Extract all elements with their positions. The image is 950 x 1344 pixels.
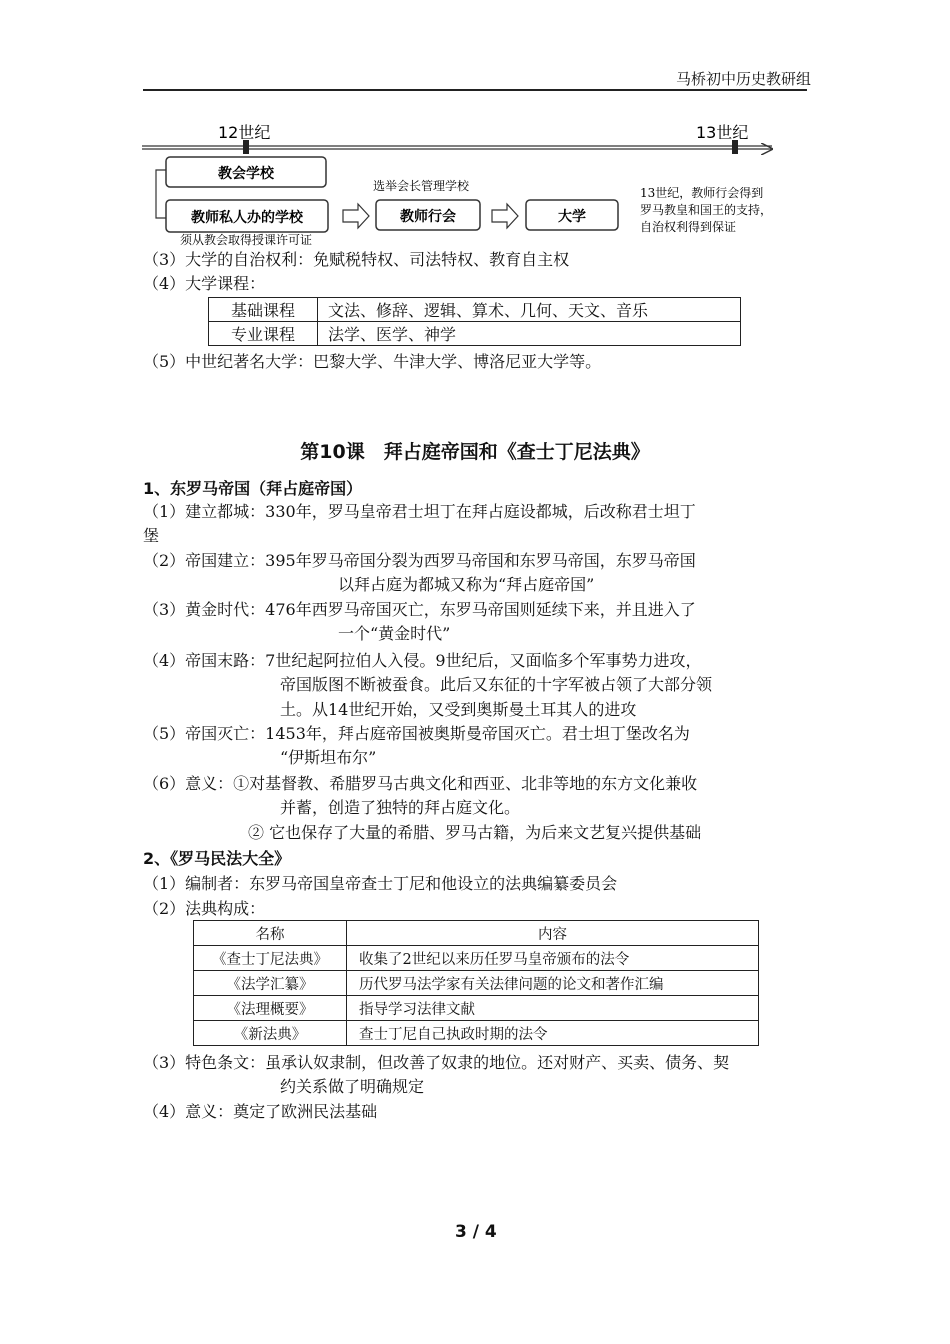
note-permit: 须从教会取得授课许可证 <box>180 233 313 247</box>
item-3-line-2: 一个“黄金时代” <box>338 624 451 643</box>
box-private-label: 教师私人办的学校 <box>191 210 303 226</box>
item-5-line-2: “伊斯坦布尔” <box>280 748 377 767</box>
law-composition: （2）法典构成： <box>143 899 266 918</box>
table-row <box>209 322 741 346</box>
law-significance: （4）意义：奠定了欧洲民法基础 <box>143 1102 378 1121</box>
arrow-1 <box>343 204 369 228</box>
law-name: 《法理概要》 <box>194 996 347 1021</box>
law-content: 查士丁尼自己执政时期的法令 <box>347 1021 759 1046</box>
law-name: 《新法典》 <box>194 1021 347 1046</box>
lesson-title: 第10课 拜占庭帝国和《查士丁尼法典》 <box>300 441 650 463</box>
uni-autonomy: （3）大学的自治权利：免赋税特权、司法特权、教育自主权 <box>143 250 570 269</box>
law-content: 指导学习法律文献 <box>347 996 759 1021</box>
note-13c-line2: 罗马教皇和国王的支持， <box>640 203 773 217</box>
header-name: 名称 <box>194 921 347 946</box>
law-table <box>193 920 759 1046</box>
marker-12c <box>243 140 249 154</box>
note-13c-line1: 13世纪，教师行会得到 <box>640 186 764 200</box>
page-number: 3 / 4 <box>455 1222 497 1242</box>
course-subjects: 法学、医学、神学 <box>318 322 741 346</box>
item-6-line-1: （6）意义：①对基督教、希腊罗马古典文化和西亚、北非等地的东方文化兼收 <box>143 774 698 793</box>
note-elect: 选举会长管理学校 <box>373 179 470 193</box>
arrow-2 <box>492 204 518 228</box>
section-heading-1: 1、东罗马帝国（拜占庭帝国） <box>143 479 363 498</box>
box-guild-label: 教师行会 <box>400 209 456 225</box>
item-3-line-1: （3）黄金时代：476年西罗马帝国灭亡，东罗马帝国则延续下来，并且进入了 <box>143 600 696 619</box>
bracket <box>156 170 166 218</box>
table-row <box>194 971 759 996</box>
table-row <box>194 1021 759 1046</box>
course-subjects: 文法、修辞、逻辑、算术、几何、天文、音乐 <box>318 298 741 322</box>
table-row <box>194 996 759 1021</box>
law-content: 收集了2世纪以来历任罗马皇帝颁布的法令 <box>347 946 759 971</box>
course-category: 专业课程 <box>209 322 318 346</box>
header-org: 马桥初中历史教研组 <box>676 70 812 88</box>
law-name: 《查士丁尼法典》 <box>194 946 347 971</box>
section-heading-2: 2、《罗马民法大全》 <box>143 849 291 868</box>
item-4-line-2: 帝国版图不断被蚕食。此后又东征的十字军被占领了大部分领 <box>280 675 713 694</box>
table-row <box>209 298 741 322</box>
item-6-line-3: ② 它也保存了大量的希腊、罗马古籍，为后来文艺复兴提供基础 <box>248 823 702 842</box>
box-church-label: 教会学校 <box>218 166 274 182</box>
law-features-line-2: 约关系做了明确规定 <box>280 1077 425 1096</box>
course-table <box>208 297 741 346</box>
table-header-row <box>194 921 759 946</box>
uni-courses-heading: （4）大学课程： <box>143 274 266 293</box>
item-1-line-2: 堡 <box>143 526 160 545</box>
item-2-line-1: （2）帝国建立：395年罗马帝国分裂为西罗马帝国和东罗马帝国，东罗马帝国 <box>143 551 696 570</box>
item-1-line-1: （1）建立都城：330年，罗马皇帝君士坦丁在拜占庭设都城，后改称君士坦丁 <box>143 502 696 521</box>
law-features-line-1: （3）特色条文：虽承认奴隶制，但改善了奴隶的地位。还对财产、买卖、债务、契 <box>143 1053 730 1072</box>
marker-13c <box>732 140 738 154</box>
item-4-line-3: 土。从14世纪开始，又受到奥斯曼土耳其人的进攻 <box>280 700 637 719</box>
item-5-line-1: （5）帝国灭亡：1453年，拜占庭帝国被奥斯曼帝国灭亡。君士坦丁堡改名为 <box>143 724 690 743</box>
table-row <box>194 946 759 971</box>
label-12c: 12世纪 <box>218 123 271 142</box>
law-name: 《法学汇纂》 <box>194 971 347 996</box>
header-rule <box>143 89 807 91</box>
uni-famous: （5）中世纪著名大学：巴黎大学、牛津大学、博洛尼亚大学等。 <box>143 352 602 371</box>
university-origin-diagram <box>140 118 800 253</box>
law-content: 历代罗马法学家有关法律问题的论文和著作汇编 <box>347 971 759 996</box>
item-2-line-2: 以拜占庭为都城又称为“拜占庭帝国” <box>338 575 595 594</box>
header-content: 内容 <box>347 921 759 946</box>
course-category: 基础课程 <box>209 298 318 322</box>
note-13c-line3: 自治权利得到保证 <box>640 220 737 234</box>
law-compiler: （1）编制者：东罗马帝国皇帝查士丁尼和他设立的法典编纂委员会 <box>143 874 618 893</box>
item-6-line-2: 并蓄，创造了独特的拜占庭文化。 <box>280 798 521 817</box>
label-13c: 13世纪 <box>696 123 749 142</box>
item-4-line-1: （4）帝国末路：7世纪起阿拉伯人入侵。9世纪后，又面临多个军事势力进攻， <box>143 651 702 670</box>
box-university-label: 大学 <box>558 209 586 225</box>
